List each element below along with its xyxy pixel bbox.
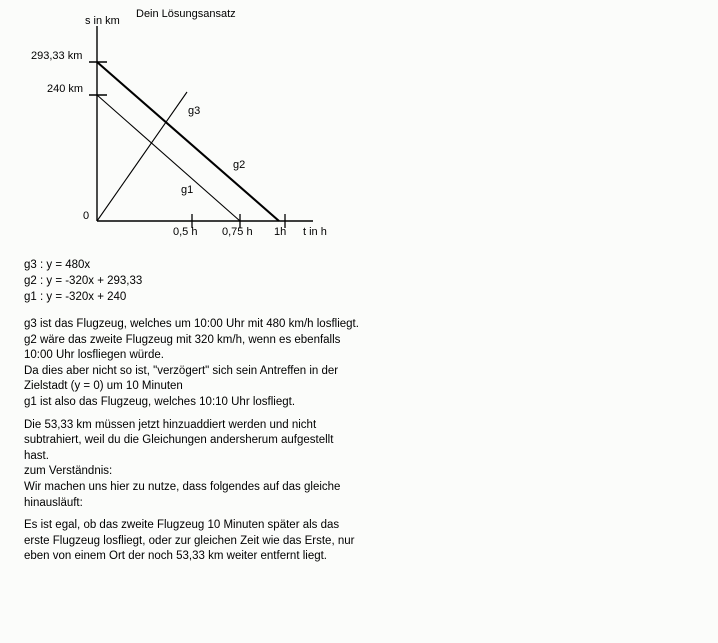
series-label-g2: g2 <box>233 159 246 171</box>
chart-title: Dein Lösungsansatz <box>136 8 236 20</box>
explanation-text <box>24 317 424 565</box>
explanation-line-7: Die 53,33 km müssen jetzt hinzuaddiert werden und nicht <box>24 418 317 431</box>
x-tick-label-05: 0,5 h <box>173 226 198 238</box>
coordinate-graph <box>0 0 380 250</box>
y-tick-label-293: 293,33 km <box>31 50 83 62</box>
equation-g2: g2 : y = -320x + 293,33 <box>24 275 143 287</box>
explanation-line-15: eben von einem Ort der noch 53,33 km weiter entfernt liegt. <box>24 550 327 563</box>
graph-canvas <box>0 0 380 250</box>
explanation-line-5: Zielstadt (y = 0) um 10 Minuten <box>24 380 183 393</box>
x-axis-label: t in h <box>303 226 327 238</box>
series-label-g3: g3 <box>188 105 201 117</box>
explanation-line-2: g2 wäre das zweite Flugzeug mit 320 km/h, wenn es ebenfalls <box>24 333 341 346</box>
paragraph-gap-2 <box>24 511 424 518</box>
explanation-line-8: subtrahiert, weil du die Gleichungen andersherum aufgestellt <box>24 434 334 447</box>
explanation-line-9: hast. <box>24 449 49 462</box>
series-label-g1: g1 <box>181 184 194 196</box>
line-g1 <box>97 95 240 221</box>
line-g2 <box>97 62 279 221</box>
equation-g3: g3 : y = 480x <box>24 259 91 271</box>
explanation-line-13: Es ist egal, ob das zweite Flugzeug 10 Minuten später als das <box>24 519 340 532</box>
explanation-line-14: erste Flugzeug losfliegt, oder zur gleichen Zeit wie das Erste, nur <box>24 534 355 547</box>
explanation-line-6: g1 ist also das Flugzeug, welches 10:10 Uhr losfliegt. <box>24 395 296 408</box>
y-axis-label: s in km <box>85 15 120 27</box>
explanation-line-1: g3 ist das Flugzeug, welches um 10:00 Uhr mit 480 km/h losfliegt. <box>24 318 359 330</box>
origin-label: 0 <box>83 210 90 222</box>
explanation-line-4: Da dies aber nicht so ist, "verzögert" sich sein Antreffen in der <box>24 364 339 377</box>
equation-g1: g1 : y = -320x + 240 <box>24 291 127 303</box>
explanation-line-12: hinausläuft: <box>24 496 83 509</box>
y-tick-label-240: 240 km <box>47 83 84 95</box>
line-g3 <box>97 92 187 221</box>
paragraph-gap-1 <box>24 411 424 418</box>
x-tick-label-075: 0,75 h <box>222 226 253 238</box>
explanation-line-11: Wir machen uns hier zu nutze, dass folgendes auf das gleiche <box>24 480 341 493</box>
equation-list <box>24 257 142 305</box>
explanation-line-10: zum Verständnis: <box>24 465 113 478</box>
x-tick-label-1: 1h <box>274 226 287 238</box>
explanation-line-3: 10:00 Uhr losfliegen würde. <box>24 349 164 362</box>
